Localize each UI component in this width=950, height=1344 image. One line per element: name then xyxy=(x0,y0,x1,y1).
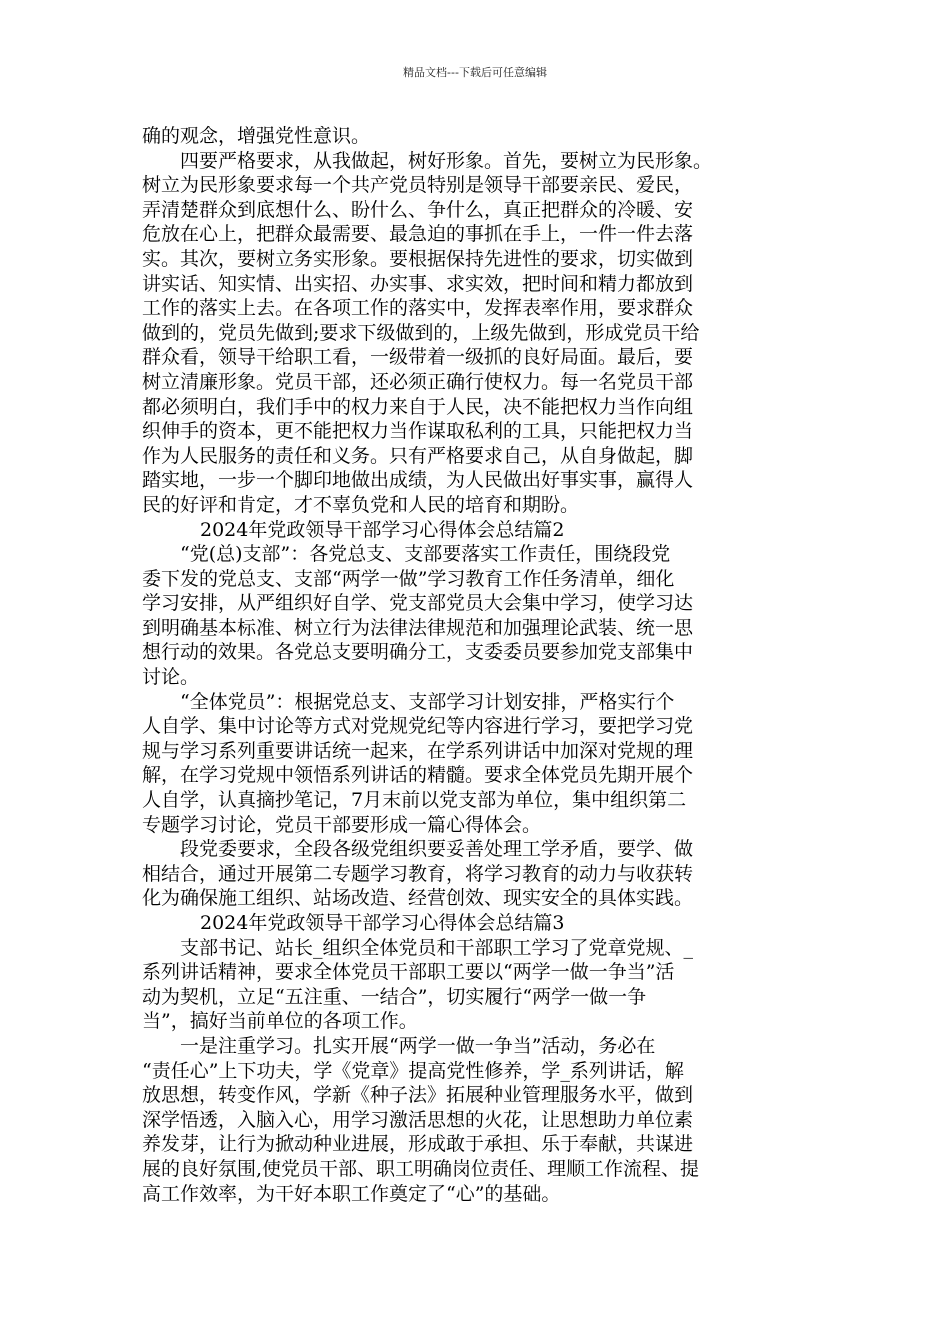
text-line: 委下发的党总支、支部“两学一做”学习教育工作任务清单，细化 xyxy=(142,567,675,590)
text-line: 织伸手的资本，更不能把权力当作谋取私利的工具，只能把权力当 xyxy=(142,420,694,443)
text-line: 化为确保施工组织、站场改造、经营创效、现实安全的具体实践。 xyxy=(142,887,694,910)
text-line: 工作的落实上去。在各项工作的落实中，发挥表率作用，要求群众 xyxy=(142,297,694,320)
text-line: 弄清楚群众到底想什么、盼什么、争什么，真正把群众的冷暖、安 xyxy=(142,198,694,221)
text-line: 作为人民服务的责任和义务。只有严格要求自己，从自身做起，脚 xyxy=(142,444,694,467)
text-line: 想行动的效果。各党总支要明确分工，支委委员要参加党支部集中 xyxy=(142,641,694,664)
text-line: 民的好评和肯定，才不辜负党和人民的培育和期盼。 xyxy=(142,493,580,516)
paragraph-start: “党(总)支部”：各党总支、支部要落实工作责任，围绕段党 xyxy=(180,543,671,566)
text-line: 讨论。 xyxy=(142,666,200,689)
text-line: 动为契机，立足“五注重、一结合”，切实履行“两学一做一争 xyxy=(142,985,647,1008)
text-line: 踏实地，一步一个脚印地做出成绩，为人民做出好事实事，赢得人 xyxy=(142,469,694,492)
paragraph-start: “全体党员”：根据党总支、支部学习计划安排，严格实行个 xyxy=(180,690,675,713)
text-line: 养发芽，让行为掀动种业进展，形成敢于承担、乐于奉献，共谋进 xyxy=(142,1133,694,1156)
text-line: 专题学习讨论，党员干部要形成一篇心得体会。 xyxy=(142,813,542,836)
text-line: 相结合，通过开展第二专题学习教育，将学习教育的动力与收获转 xyxy=(142,862,694,885)
text-line: 到明确基本标准、树立行为法律法律规范和加强理论武装、统一思 xyxy=(142,616,694,639)
section-heading: 2024年党政领导干部学习心得体会总结篇2 xyxy=(200,518,565,541)
paragraph-start: 段党委要求，全段各级党组织要妥善处理工学矛盾，要学、做 xyxy=(180,838,694,861)
text-line: 人自学，认真摘抄笔记，7月末前以党支部为单位，集中组织第二 xyxy=(142,789,687,812)
text-line: 解，在学习党规中领悟系列讲话的精髓。要求全体党员先期开展个 xyxy=(142,764,694,787)
text-line: 做到的，党员先做到;要求下级做到的，上级先做到，形成党员干给 xyxy=(142,321,700,344)
text-line: 树立为民形象要求每一个共产党员特别是领导干部要亲民、爱民， xyxy=(142,174,694,197)
section-heading: 2024年党政领导干部学习心得体会总结篇3 xyxy=(200,912,565,934)
text-line: 规与学习系列重要讲话统一起来，在学系列讲话中加深对党规的理 xyxy=(142,739,694,762)
text-line: 确的观念，增强党性意识。 xyxy=(142,125,371,147)
text-line: 高工作效率，为干好本职工作奠定了“心”的基础。 xyxy=(142,1182,561,1205)
text-line: 深学悟透，入脑入心，用学习激活思想的火花，让思想助力单位素 xyxy=(142,1108,694,1131)
text-line: 树立清廉形象。党员干部，还必须正确行使权力。每一名党员干部 xyxy=(142,370,694,393)
text-line: 讲实话、知实情、出实招、办实事、求实效，把时间和精力都放到 xyxy=(142,272,694,295)
text-line: 展的良好氛围,使党员干部、职工明确岗位责任、理顺工作流程、提 xyxy=(142,1157,700,1180)
text-line: 实。其次，要树立务实形象。要根据保持先进性的要求，切实做到 xyxy=(142,247,694,270)
text-line: 人自学、集中讨论等方式对党规党纪等内容进行学习，要把学习党 xyxy=(142,715,694,738)
text-line: 学习安排，从严组织好自学、党支部党员大会集中学习，使学习达 xyxy=(142,592,694,615)
page-header: 精品文档---下载后可任意编辑 xyxy=(403,66,547,79)
paragraph-start: 四要严格要求，从我做起，树好形象。首先，要树立为民形象。 xyxy=(180,149,713,172)
text-line: “责任心”上下功夫，学《党章》提高党性修养，学_系列讲话，解 xyxy=(142,1059,684,1082)
document-body xyxy=(142,124,810,1206)
text-line: 群众看，领导干给职工看，一级带着一级抓的良好局面。最后，要 xyxy=(142,346,694,369)
text-line: 危放在心上，把群众最需要、最急迫的事抓在手上，一件一件去落 xyxy=(142,223,694,246)
text-line: 系列讲话精神，要求全体党员干部职工要以“两学一做一争当”活 xyxy=(142,961,675,984)
text-line: 都必须明白，我们手中的权力来自于人民，决不能把权力当作向组 xyxy=(142,395,694,418)
text-line: 放思想，转变作风，学新《种子法》拓展种业管理服务水平，做到 xyxy=(142,1084,694,1107)
paragraph-start: 支部书记、站长_组织全体党员和干部职工学习了党章党规、_ xyxy=(180,936,694,959)
text-line: 当”，搞好当前单位的各项工作。 xyxy=(142,1010,418,1033)
paragraph-start: 一是注重学习。扎实开展“两学一做一争当”活动，务必在 xyxy=(180,1034,656,1057)
